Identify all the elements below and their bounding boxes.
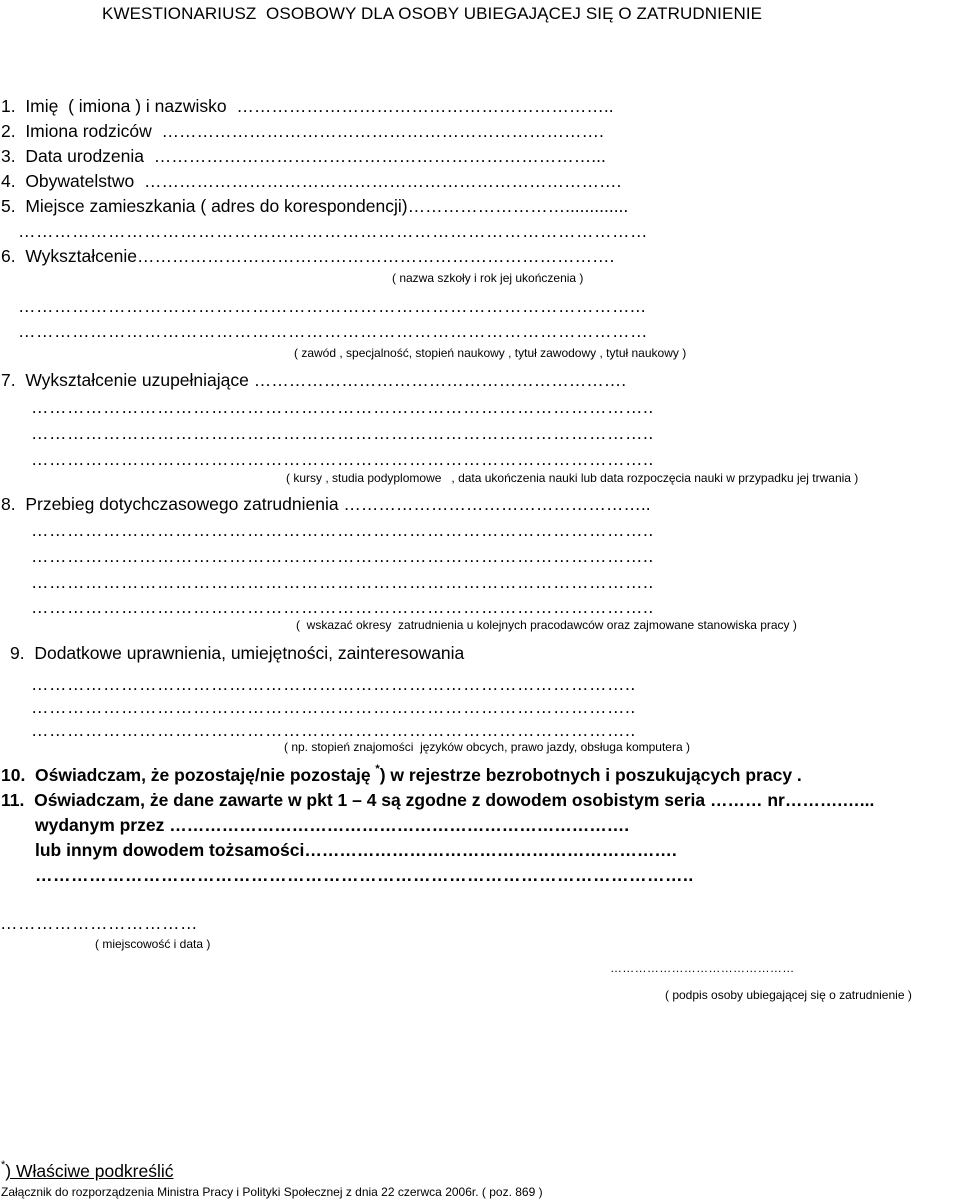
- item-8-line-5[interactable]: …………………………………………………………………………………………..: [31, 597, 654, 617]
- footnote-text: ) Właściwe podkreślić: [5, 1161, 174, 1181]
- item-7-additional-education-field[interactable]: 7. Wykształcenie uzupełniające ……………………………………………………….: [1, 370, 627, 390]
- item-7-line-3[interactable]: …………………………………………………………………………………………..: [31, 423, 654, 443]
- item-2-parents-field[interactable]: 2. Imiona rodziców ………………………………………………………………….: [1, 121, 604, 141]
- place-date-line[interactable]: ……………………………: [0, 913, 198, 933]
- item-8-employment-history-field[interactable]: 8. Przebieg dotychczasowego zatrudnienia ……………………………………………..: [1, 494, 651, 514]
- item-11-other-id-field[interactable]: lub innym dowodem tożsamości……………………………………………………….: [35, 840, 677, 860]
- item-7-line-2[interactable]: …………………………………………………………………………………………..: [31, 397, 654, 417]
- item-9-hint: ( np. stopień znajomości języków obcych, prawo jazdy, obsługa komputera ): [284, 740, 690, 754]
- signature-label: ( podpis osoby ubiegającej się o zatrudnienie ): [665, 988, 912, 1002]
- item-11-continuation-line[interactable]: ………………………………………………………………………………………………..: [35, 865, 694, 885]
- item-9-skills-field: 9. Dodatkowe uprawnienia, umiejętności, zainteresowania: [10, 643, 465, 663]
- item-6-hint-2: ( zawód , specjalność, stopień naukowy , tytuł zawodowy , tytuł naukowy ): [294, 346, 687, 360]
- document-title: KWESTIONARIUSZ OSOBOWY DLA OSOBY UBIEGAJĄCEJ SIĘ O ZATRUDNIENIE: [102, 4, 763, 23]
- footnote-note: [1, 1161, 174, 1182]
- item-9-line-2[interactable]: ………………………………………………………………………………………..: [31, 697, 636, 717]
- item-6-line-3[interactable]: ……………………………………………………………………………………………: [18, 321, 648, 341]
- place-date-label: ( miejscowość i data ): [95, 937, 211, 951]
- item-6-line-2[interactable]: …………………………………………………………………………………………...: [18, 296, 647, 316]
- item-5-continuation-line[interactable]: ……………………………………………………………………………………………: [18, 221, 648, 241]
- item-7-hint: ( kursy , studia podyplomowe , data ukończenia nauki lub data rozpoczęcia nauki w przypadku jej trwania ): [286, 471, 859, 485]
- item-9-line-1[interactable]: ………………………………………………………………………………………..: [31, 674, 636, 694]
- item-5-address-field[interactable]: 5. Miejsce zamieszkania ( adres do korespondencji)……………………….............: [1, 196, 629, 216]
- item-10-text-b: ) w rejestrze bezrobotnych i poszukujących pracy .: [379, 765, 802, 785]
- item-7-line-4[interactable]: …………………………………………………………………………………………..: [31, 449, 654, 469]
- item-1-name-field[interactable]: 1. Imię ( imiona ) i nazwisko ………………………………………………………..: [1, 96, 614, 116]
- item-6-hint: ( nazwa szkoły i rok jej ukończenia ): [392, 271, 584, 285]
- footnote-star: *: [1, 1159, 6, 1172]
- item-8-hint: ( wskazać okresy zatrudnienia u kolejnych pracodawców oraz zajmowane stanowiska pracy ): [296, 618, 797, 632]
- item-4-citizenship-field[interactable]: 4. Obywatelstwo ……………………………………………………………………….: [1, 171, 622, 191]
- item-6-education-field[interactable]: 6. Wykształcenie……………………………………………………………………….: [1, 246, 615, 266]
- item-9-line-3[interactable]: ………………………………………………………………………………………..: [31, 720, 636, 740]
- footnote-star-marker: *: [375, 763, 380, 776]
- item-11-issued-by-field[interactable]: wydanym przez …………………………………………………………………….: [35, 815, 630, 835]
- item-3-birthdate-field[interactable]: 3. Data urodzenia …………………………………………………………………...: [1, 146, 606, 166]
- item-8-line-4[interactable]: …………………………………………………………………………………………..: [31, 572, 654, 592]
- regulation-reference: Załącznik do rozporządzenia Ministra Pracy i Polityki Społecznej z dnia 22 czerwca 2006r. ( poz. 869 ): [1, 1185, 543, 1199]
- item-10-unemployment-declaration: [1, 765, 802, 786]
- item-11-id-declaration[interactable]: 11. Oświadczam, że dane zawarte w pkt 1 – 4 są zgodne z dowodem osobistym seria ……… nr……….…...: [1, 790, 875, 810]
- signature-line[interactable]: ………………………………………: [610, 961, 795, 975]
- item-8-line-3[interactable]: …………………………………………………………………………………………..: [31, 546, 654, 566]
- item-8-line-2[interactable]: …………………………………………………………………………………………..: [31, 520, 654, 540]
- item-10-text-a: 10. Oświadczam, że pozostaję/nie pozostaję: [1, 765, 376, 785]
